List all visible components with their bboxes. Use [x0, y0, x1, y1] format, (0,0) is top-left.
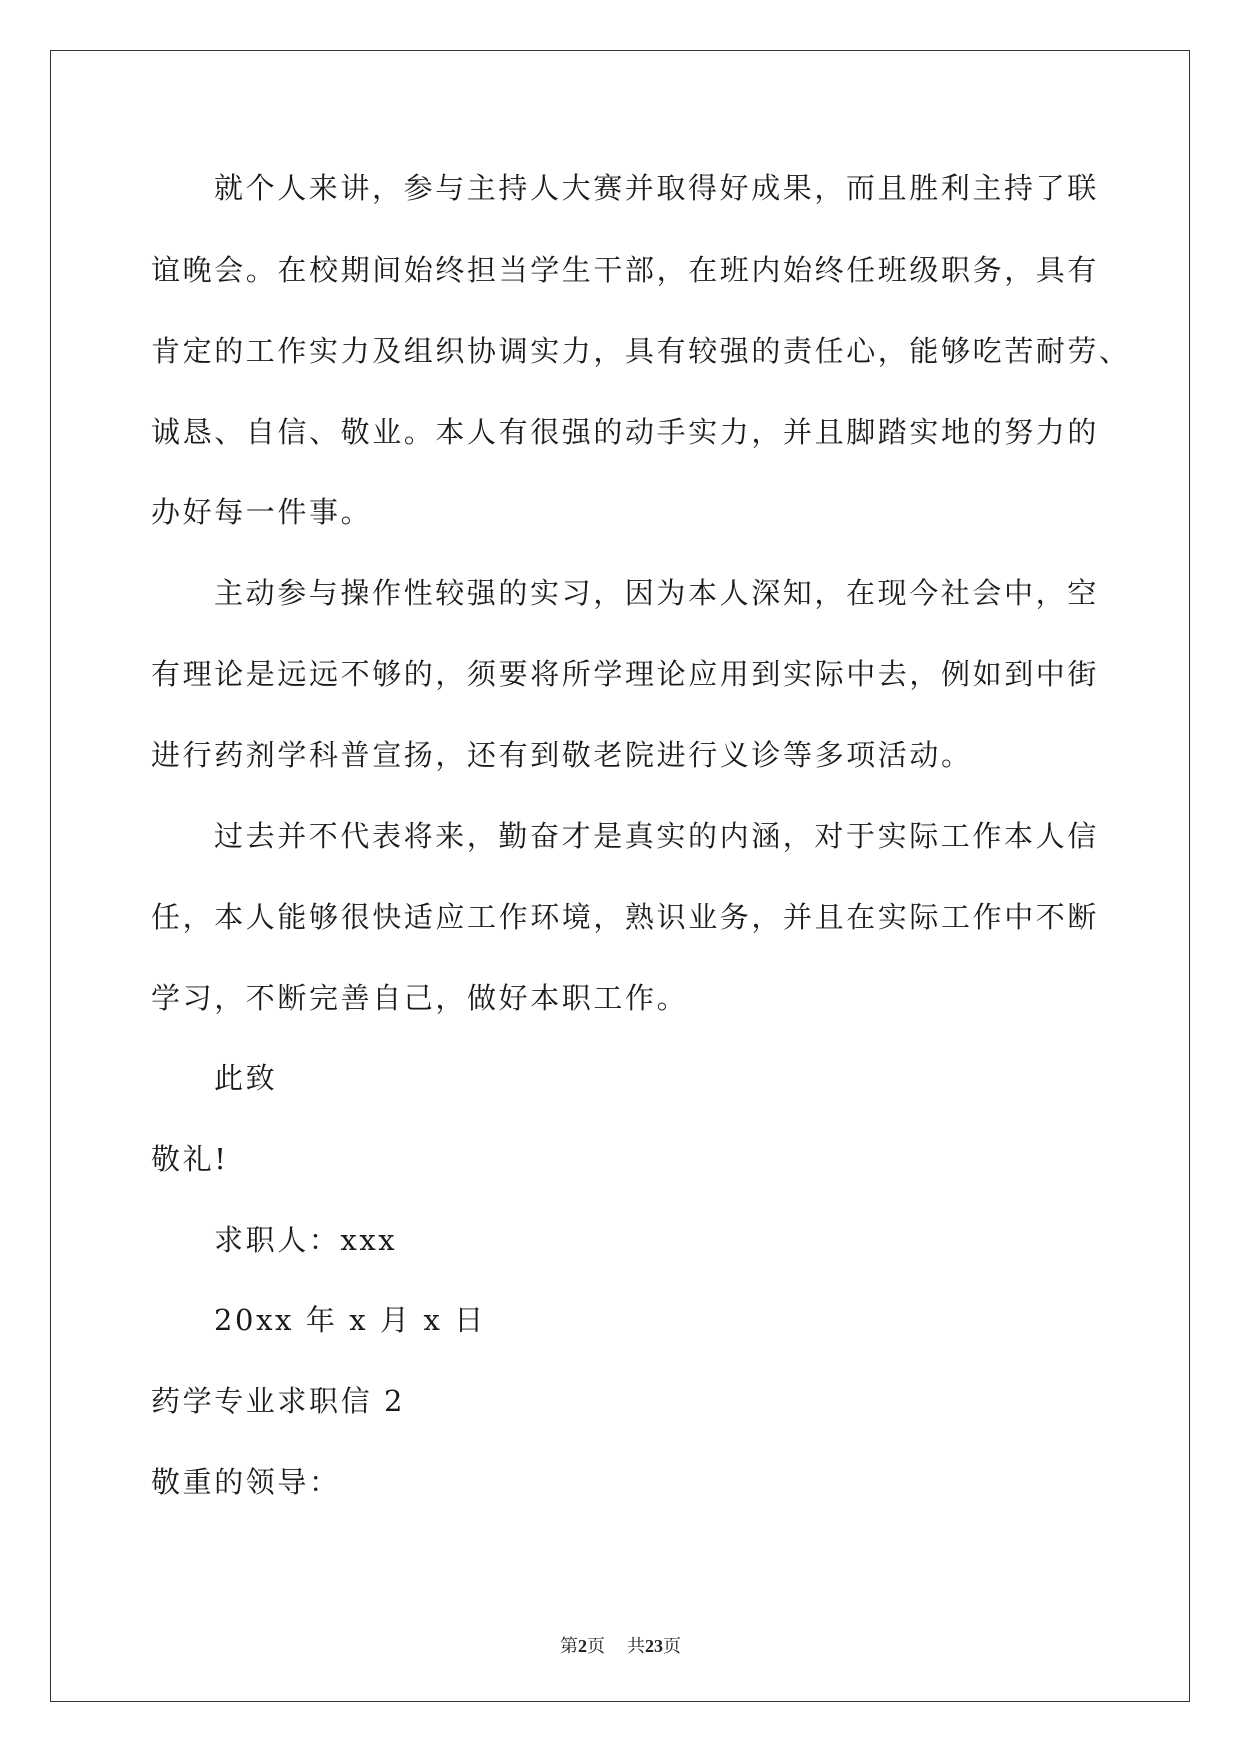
paragraph-1-line-1: 就个人来讲，参与主持人大赛并取得好成果，而且胜利主持了联	[214, 171, 1099, 205]
paragraph-1-line-5: 办好每一件事。	[151, 495, 373, 529]
footer-total-pages: 23	[645, 1636, 663, 1656]
paragraph-1-line-2: 谊晚会。在校期间始终担当学生干部，在班内始终任班级职务，具有	[151, 253, 1100, 287]
paragraph-1-line-3: 肯定的工作实力及组织协调实力，具有较强的责任心，能够吃苦耐劳、	[151, 334, 1131, 368]
footer-total-suffix: 页	[663, 1636, 681, 1656]
footer-page-prefix: 第	[560, 1636, 578, 1656]
paragraph-2-line-2: 有理论是远远不够的，须要将所学理论应用到实际中去，例如到中街	[151, 657, 1100, 691]
next-letter-greeting: 敬重的领导：	[151, 1465, 341, 1499]
paragraph-3-line-2: 任，本人能够很快适应工作环境，熟识业务，并且在实际工作中不断	[151, 900, 1100, 934]
page-footer	[0, 1632, 1241, 1658]
paragraph-2-line-1: 主动参与操作性较强的实习，因为本人深知，在现今社会中，空	[214, 576, 1099, 610]
footer-total-prefix: 共	[627, 1636, 645, 1656]
next-letter-title: 药学专业求职信 2	[151, 1384, 406, 1418]
footer-page-suffix: 页	[587, 1636, 605, 1656]
footer-page-number: 2	[578, 1636, 587, 1656]
paragraph-1-line-4: 诚恳、自信、敬业。本人有很强的动手实力，并且脚踏实地的努力的	[151, 415, 1100, 449]
closing-text: 此致	[214, 1061, 278, 1095]
paragraph-2-line-3: 进行药剂学科普宣扬，还有到敬老院进行义诊等多项活动。	[151, 738, 973, 772]
signature-text: 求职人：xxx	[214, 1223, 398, 1257]
paragraph-3-line-1: 过去并不代表将来，勤奋才是真实的内涵，对于实际工作本人信	[214, 819, 1099, 853]
salute-text: 敬礼!	[151, 1142, 229, 1176]
page-border	[50, 50, 1190, 1702]
paragraph-3-line-3: 学习，不断完善自己，做好本职工作。	[151, 981, 689, 1015]
date-text: 20xx 年 x 月 x 日	[214, 1303, 486, 1337]
